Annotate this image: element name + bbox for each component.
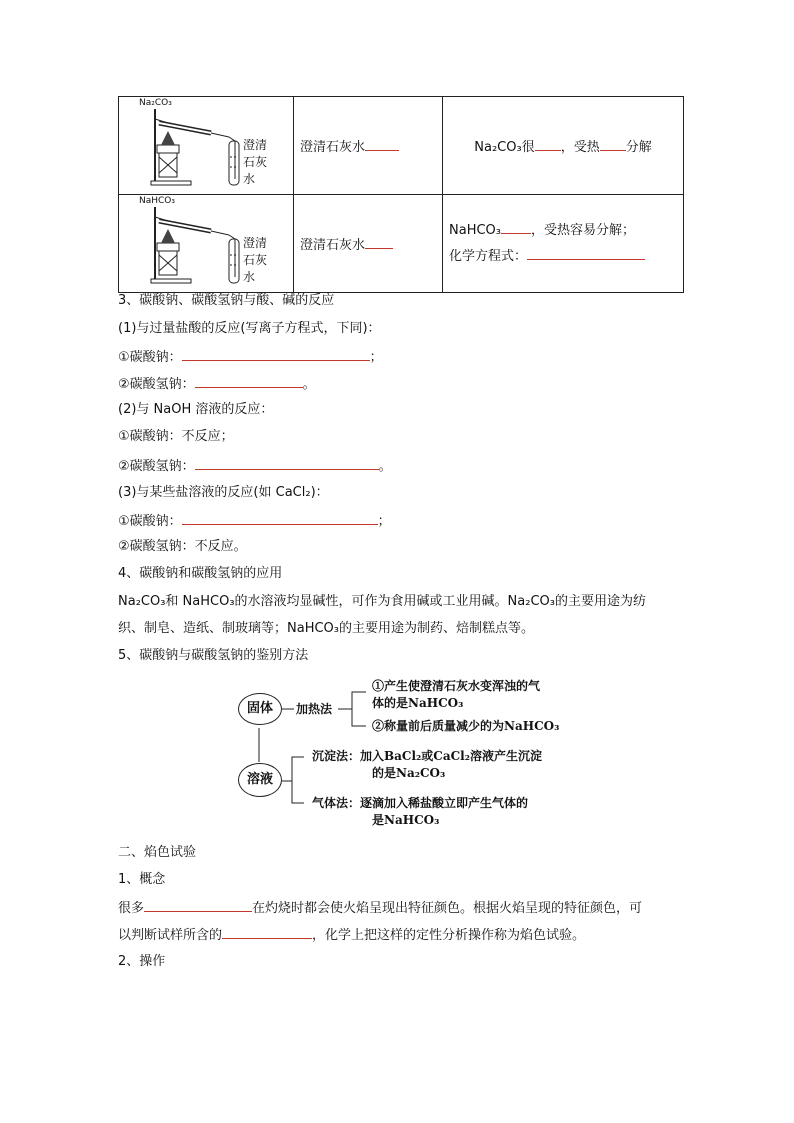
- paragraph-text: ，化学上把这样的定性分析操作称为焰色试验。: [312, 928, 586, 943]
- limewater-label: 澄清石灰水: [243, 138, 268, 186]
- conclusion-text: Na₂CO₃很: [474, 140, 535, 155]
- conclusion-text: ，受热: [560, 140, 600, 155]
- limewater-label: 澄清石灰水: [243, 236, 268, 284]
- gas-method-line1: 气体法：逐滴加入稀盐酸立即产生气体的: [312, 796, 529, 810]
- paragraph-line: [118, 925, 585, 945]
- equation-label: 化学方程式：: [449, 248, 528, 264]
- observation-text: 澄清石灰水: [300, 140, 366, 155]
- sub-heading: (1)与过量盐酸的反应(写离子方程式，下同)：: [118, 321, 381, 336]
- section-heading: 3、碳酸钠、碳酸氢钠与酸、碱的反应: [118, 293, 335, 308]
- observation-text: 澄清石灰水: [300, 238, 366, 253]
- sub-heading: 1、概念: [118, 872, 166, 887]
- punctuation: 。: [302, 377, 316, 392]
- question-label: ①碳酸钠：: [118, 514, 182, 529]
- precipitation-method-line2: 的是Na₂CO₃: [372, 766, 446, 780]
- question-label: ②碳酸氢钠：: [118, 377, 195, 392]
- heating-result-2: ②称量前后质量减少的为NaHCO₃: [372, 719, 560, 733]
- question-label: ②碳酸氢钠：: [118, 459, 195, 474]
- section-heading: 5、碳酸钠与碳酸氢钠的鉴别方法: [118, 648, 309, 663]
- section-heading: 4、碳酸钠和碳酸氢钠的应用: [118, 566, 283, 581]
- solution-node: 溶液: [238, 763, 282, 797]
- punctuation: 。: [378, 459, 392, 474]
- gas-method-line2: 是NaHCO₃: [372, 813, 440, 827]
- paragraph-text: 以判断试样所含的: [118, 928, 223, 943]
- sub-heading: (2)与 NaOH 溶液的反应：: [118, 402, 274, 417]
- answer-blank[interactable]: [222, 925, 312, 939]
- section-heading: 二、焰色试验: [118, 845, 197, 860]
- conclusion-text: NaHCO₃: [449, 222, 501, 238]
- paragraph-line: [118, 898, 642, 918]
- precipitation-method-line1: 沉淀法：加入BaCl₂或CaCl₂溶液产生沉淀: [312, 749, 542, 763]
- punctuation: ；: [377, 514, 391, 529]
- solid-node: 固体: [238, 693, 282, 725]
- heating-method-label: 加热法: [296, 702, 333, 716]
- heating-result-1-line2: 体的是NaHCO₃: [372, 696, 464, 710]
- apparatus-label: NaHCO₃: [139, 196, 175, 206]
- paragraph-text: 很多: [118, 901, 145, 916]
- question-line: ②碳酸氢钠：不反应。: [118, 539, 247, 554]
- sub-heading: (3)与某些盐溶液的反应(如 CaCl₂)：: [118, 485, 329, 500]
- answer-blank[interactable]: [144, 898, 252, 912]
- question-label: ①碳酸钠：: [118, 350, 182, 365]
- question-line: ①碳酸钠：不反应；: [118, 429, 234, 444]
- paragraph-text: 在灼烧时都会使火焰呈现出特征颜色。根据火焰呈现的特征颜色，可: [252, 901, 643, 916]
- conclusion-text: 分解: [625, 140, 652, 155]
- heating-result-1-line1: ①产生使澄清石灰水变浑浊的气: [372, 679, 541, 693]
- paragraph-line: 织、制皂、造纸、制玻璃等；NaHCO₃的主要用途为制药、焙制糕点等。: [118, 621, 534, 636]
- apparatus-label: Na₂CO₃: [139, 98, 172, 108]
- paragraph-line: Na₂CO₃和 NaHCO₃的水溶液均显碱性，可作为食用碱或工业用碱。Na₂CO₃的主要用途为纺: [118, 594, 646, 609]
- conclusion-text: ，受热容易分解；: [531, 222, 636, 238]
- sub-heading: 2、操作: [118, 954, 166, 969]
- punctuation: ；: [369, 350, 383, 365]
